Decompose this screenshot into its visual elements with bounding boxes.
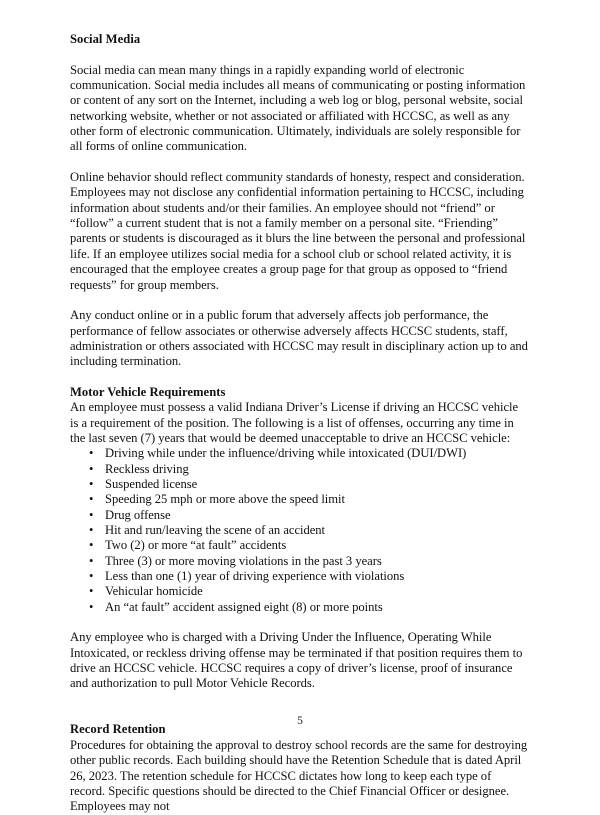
list-item-label: Two (2) or more “at fault” accidents <box>105 538 287 553</box>
bullet-icon: • <box>89 461 94 476</box>
section-heading-record-retention: Record Retention <box>70 722 166 737</box>
bullet-icon: • <box>89 446 94 461</box>
list-item-label: Driving while under the influence/driving while intoxicated (DUI/DWI) <box>105 446 467 461</box>
list-item <box>70 569 528 584</box>
bullet-icon: • <box>89 599 94 614</box>
list-item <box>70 492 528 507</box>
list-item <box>70 538 528 553</box>
paragraph-spacer <box>70 155 528 170</box>
list-item-label: Speeding 25 mph or more above the speed limit <box>105 492 345 507</box>
social-media-paragraph-3: Any conduct online or in a public forum that adversely affects job performance, the performance of fellow associates or otherwise adversely affects HCCSC students, staff, administration or others associated with HCCSC may result in disciplinary action up to and including termination. <box>70 308 528 369</box>
list-item-label: Vehicular homicide <box>105 584 203 599</box>
paragraph-spacer <box>70 47 528 62</box>
paragraph-spacer <box>70 692 528 707</box>
bullet-icon: • <box>89 507 94 522</box>
section-heading-motor-vehicle-requirements: Motor Vehicle Requirements <box>70 384 226 399</box>
paragraph-spacer <box>70 293 528 308</box>
paragraph-spacer <box>70 615 528 630</box>
motor-vehicle-intro-paragraph: An employee must possess a valid Indiana Driver’s License if driving an HCCSC vehicle is a requirement of the position. The following is a list of offenses, occurring any time in the last seven (7) years that would be deemed unacceptable to drive an HCCSC vehicle: <box>70 400 519 445</box>
list-item <box>70 508 528 523</box>
list-item-label: Suspended license <box>105 476 198 491</box>
list-item-label: Drug offense <box>105 507 171 522</box>
list-item <box>70 446 528 461</box>
list-item <box>70 554 528 569</box>
paragraph-spacer <box>70 370 528 385</box>
social-media-paragraph-2: Online behavior should reflect community standards of honesty, respect and consideration. Employees may not disclose any confidential information pertaining to HCCSC, including information about students and/or their families. An employee should not “friend” or “follow” a current student that is not a family member on a personal site. “Friending” parents or students is discouraged as it blurs the line between the personal and professional life. If an employee utilizes social media for a school club or school related activity, it is encouraged that the employee creates a group page for that group as opposed to “friend requests” for group members. <box>70 170 526 292</box>
list-item-label: Less than one (1) year of driving experience with violations <box>105 569 405 584</box>
bullet-icon: • <box>89 523 94 537</box>
list-item <box>70 462 528 477</box>
list-item-label: An “at fault” accident assigned eight (8) or more points <box>105 599 383 614</box>
social-media-paragraph-1: Social media can mean many things in a rapidly expanding world of electronic communication. Social media includes all means of communicating or posting information or content of any sort on the Internet, including a web log or blog, personal website, social networking website, whether or not associated or affiliated with HCCSC, as well as any other form of electronic communication. Ultimately, individuals are solely responsible for all forms of online communication. <box>70 62 526 154</box>
list-item-label: Reckless driving <box>105 461 189 476</box>
list-item-label: Three (3) or more moving violations in the past 3 years <box>105 553 382 568</box>
list-item <box>70 584 528 599</box>
list-item <box>70 523 528 538</box>
bullet-icon: • <box>89 476 94 491</box>
document-body <box>70 32 528 815</box>
motor-vehicle-offenses-list <box>70 446 528 615</box>
bullet-icon: • <box>89 538 94 553</box>
bullet-icon: • <box>89 492 94 507</box>
bullet-icon: • <box>89 569 94 584</box>
list-item <box>70 477 528 492</box>
page-number: 5 <box>297 714 303 727</box>
list-item-label: Hit and run/leaving the scene of an accident <box>105 523 326 537</box>
section-heading-social-media: Social Media <box>70 32 141 46</box>
bullet-icon: • <box>89 584 94 599</box>
list-item <box>70 600 528 615</box>
bullet-icon: • <box>89 553 94 568</box>
motor-vehicle-closing-paragraph: Any employee who is charged with a Driving Under the Influence, Operating While Intoxicated, or reckless driving offense may be terminated if that position requires them to drive an HCCSC vehicle. HCCSC requires a copy of driver’s license, proof of insurance and authorization to pull Motor Vehicle Records. <box>70 630 523 691</box>
record-retention-paragraph: Procedures for obtaining the approval to destroy school records are the same for destroying other public records. Each building should have the Retention Schedule that is dated April 26, 2023. The retention schedule for HCCSC dictates how long to keep each type of record. Specific questions should be directed to the Chief Financial Officer or designee. Employees may not <box>70 737 528 814</box>
